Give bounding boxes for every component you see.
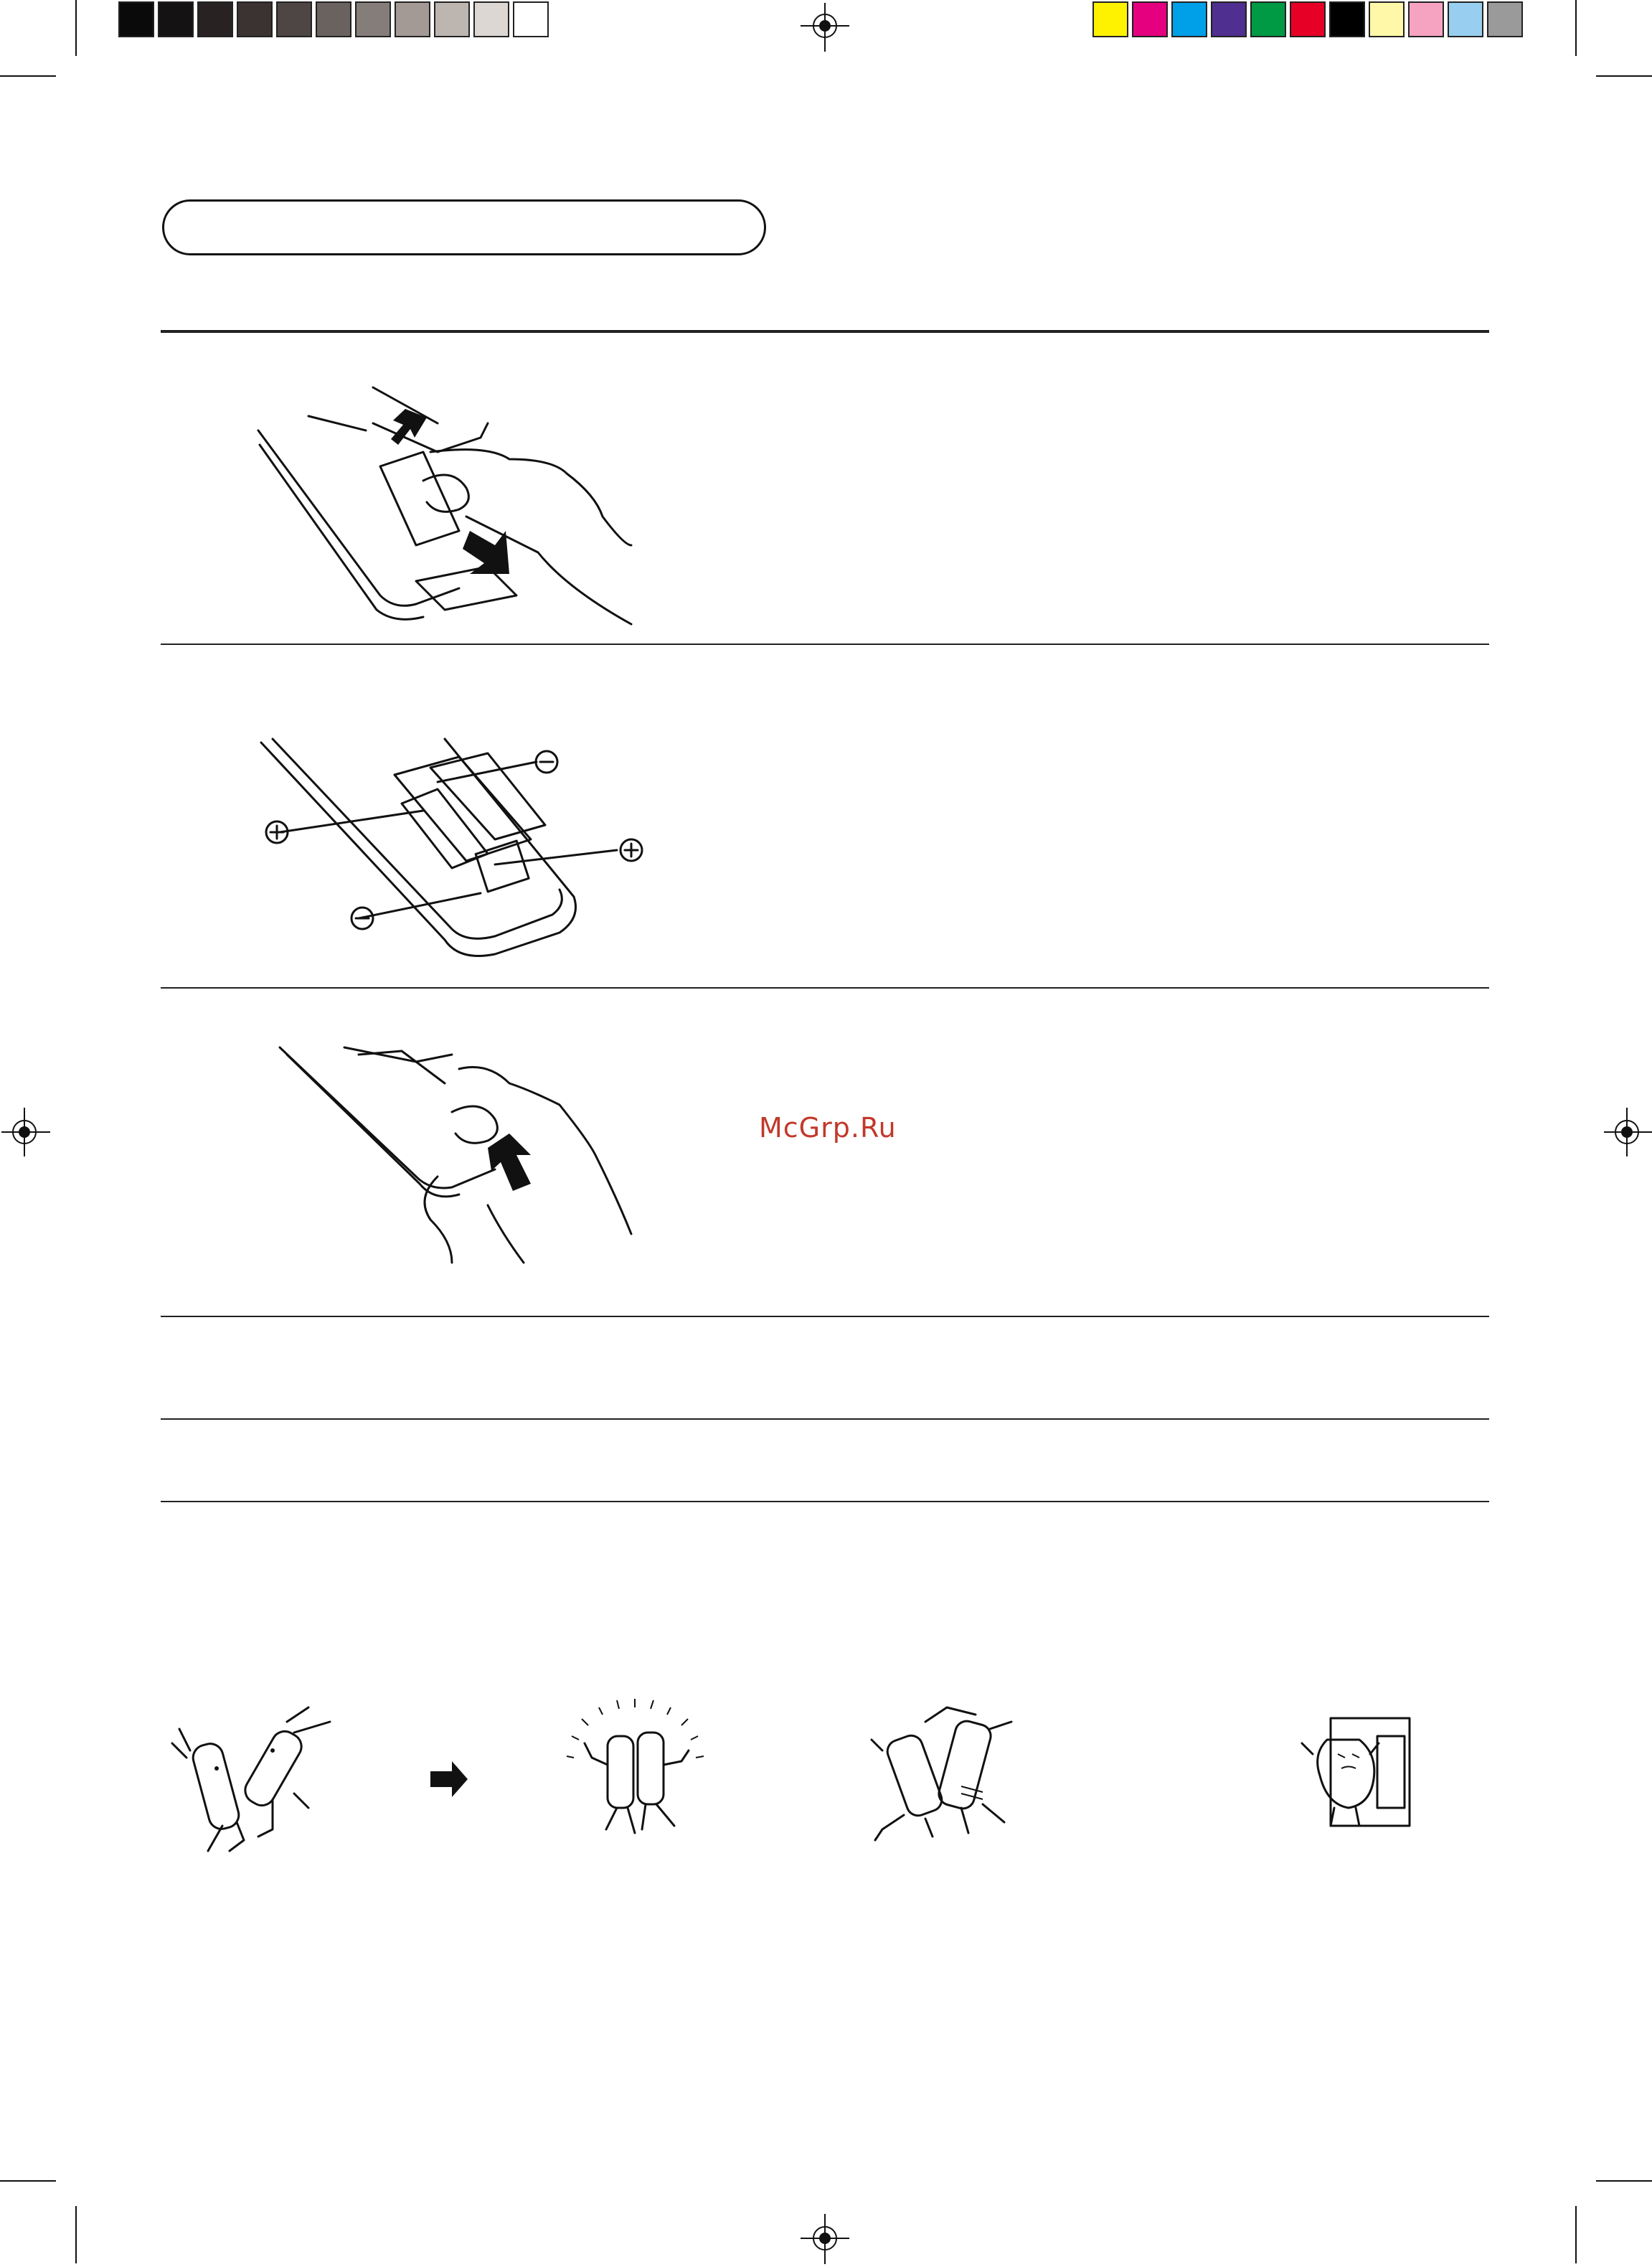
color-swatch — [1132, 1, 1168, 37]
gray-swatch — [276, 1, 312, 37]
batteries-dancing-icon — [563, 1693, 707, 1837]
gray-swatch — [197, 1, 233, 37]
gray-swatch — [355, 1, 391, 37]
color-swatch — [1448, 1, 1483, 37]
remote-close-cover-icon — [273, 1047, 660, 1284]
color-swatch — [1092, 1, 1128, 37]
section-rule-1 — [161, 644, 1489, 645]
batteries-wrestling-icon — [868, 1700, 1026, 1844]
color-swatch — [1211, 1, 1247, 37]
battery-in-cabinet-icon — [1298, 1711, 1420, 1840]
gray-swatch — [434, 1, 470, 37]
color-swatch — [1290, 1, 1326, 37]
registration-mark-top — [796, 0, 854, 57]
registration-mark-left — [0, 1103, 57, 1161]
remote-open-cover-icon — [251, 373, 653, 638]
color-swatch — [1171, 1, 1207, 37]
section-rule-3 — [161, 1316, 1489, 1317]
registration-mark-bottom — [796, 2210, 854, 2267]
arrow-right-icon — [430, 1761, 473, 1797]
color-swatch — [1487, 1, 1523, 37]
gray-swatch — [158, 1, 194, 37]
section-rule-5 — [161, 1501, 1489, 1502]
remote-battery-polarity-icon — [251, 725, 667, 976]
batteries-fighting-icon — [165, 1700, 344, 1851]
gray-swatch — [316, 1, 351, 37]
color-swatch — [1250, 1, 1286, 37]
gray-swatch — [395, 1, 430, 37]
gray-swatch — [513, 1, 549, 37]
color-swatch — [1408, 1, 1444, 37]
section-rule-top — [161, 330, 1489, 333]
section-rule-2 — [161, 987, 1489, 989]
section-rule-4 — [161, 1418, 1489, 1420]
registration-mark-right — [1598, 1103, 1652, 1161]
gray-swatch — [118, 1, 154, 37]
section-title-box — [162, 199, 766, 255]
watermark-text: McGrp.Ru — [759, 1112, 897, 1144]
gray-swatch — [237, 1, 273, 37]
color-swatch — [1329, 1, 1365, 37]
gray-swatch — [473, 1, 509, 37]
color-swatch — [1369, 1, 1405, 37]
